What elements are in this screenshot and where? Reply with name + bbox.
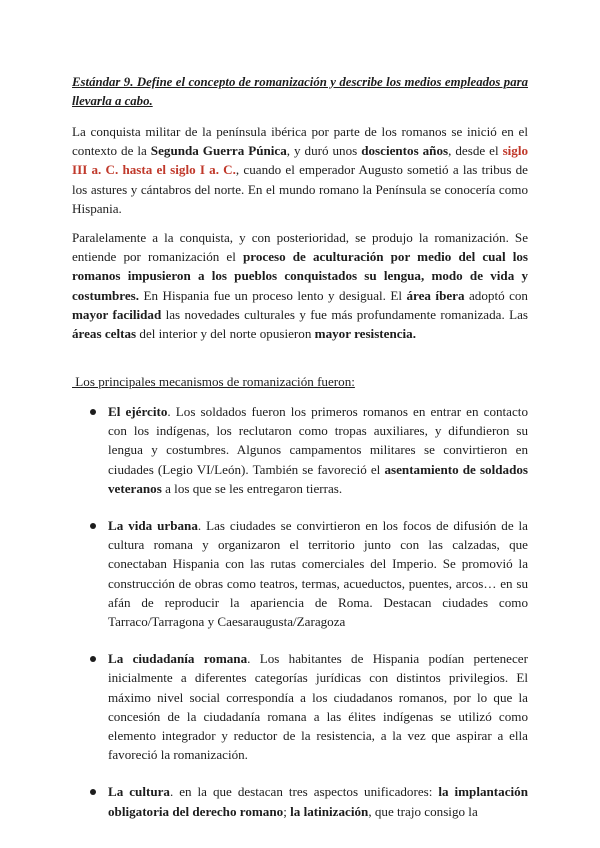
text: . Los habitantes de Hispania podían pertenecer inicialmente a diferentes categorías jurídicas con distintos privilegios. El máximo nivel social correspondía a los ciudadanos romanos, por lo que la concesión de la ciudadanía romana a las élites indígenas se utilizó como elemento integrador y reductor de la resistencia, a la vez que aspirar a ella favoreció la romanización. [108, 651, 528, 763]
bullet-icon [90, 409, 96, 415]
text: . Las ciudades se convirtieron en los focos de difusión de la cultura romana y organizaron el territorio junto con las calzadas, que conectaban Hispania con las rutas comerciales del Imperio. Se promovió la construcción de obras como teatros, termas, acueductos, puentes, arcos… en su afán de reproducir la apariencia de Roma. Destacan ciudades como Tarraco/Tarragona y Caesaraugusta/Zaragoza [108, 518, 528, 630]
bold-text: área íbera [406, 287, 465, 303]
text: , y duró unos [286, 143, 362, 159]
list-item-army [90, 402, 528, 498]
text: ; [283, 803, 291, 819]
bold-text: Segunda Guerra Púnica [150, 143, 287, 159]
text: , desde el [448, 143, 503, 159]
text: . Los soldados fueron los primeros romanos en entrar en contacto con los indígenas, los reclutaron como tropas auxiliares, y difundieron su lengua y costumbres. Algunos campamentos militares se convirtieron en ciudades (Legio VI/León). También se favoreció el [108, 404, 528, 477]
bold-text: áreas celtas [72, 326, 137, 342]
text: . en la que destacan tres aspectos unificadores: [169, 784, 439, 800]
text: En Hispania fue un proceso lento y desigual. El [139, 287, 407, 303]
bold-text: asentamiento de soldados veteranos [108, 461, 528, 496]
list-item-culture [90, 782, 528, 820]
bold-text: La ciudadanía romana [108, 651, 248, 667]
bold-text: La cultura [108, 784, 170, 800]
bold-text: La vida urbana [108, 518, 198, 534]
text: adoptó con [464, 287, 528, 303]
bullet-icon [90, 656, 96, 662]
page-title: Estándar 9. Define el concepto de romanización y describe los medios empleados para llevarla a cabo. [72, 75, 528, 108]
bold-text: la latinización [290, 803, 369, 819]
text: Paralelamente a la conquista, y con posterioridad, se produjo la romanización. Se entiende por romanización el [72, 230, 528, 265]
bullet-icon [90, 789, 96, 795]
bold-text: doscientos años [361, 143, 449, 159]
list-item-citizenship [90, 649, 528, 764]
text: , cuando el emperador Augusto sometió a las tribus de los astures y cántabros del norte. En el mundo romano la Península se conocería como Hispania. [72, 162, 528, 216]
bold-text: la implantación obligatoria del derecho romano [108, 784, 528, 819]
paragraph-romanization [72, 228, 528, 343]
list-item-urban-life [90, 516, 528, 631]
bullet-icon [90, 523, 96, 529]
bold-text: El ejército [108, 404, 168, 419]
highlighted-dates: siglo III a. C. hasta el siglo I a. C. [72, 143, 529, 178]
section-subheading: Los principales mecanismos de romanización fueron: [72, 374, 355, 389]
text: a los que se les entregaron tierras. [161, 480, 343, 496]
text: las novedades culturales y fue más profundamente romanizada. Las [161, 306, 529, 322]
text: del interior y del norte opusieron [136, 326, 315, 342]
text: La conquista militar de la península ibérica por parte de los romanos se inició en el contexto de la [72, 124, 528, 159]
mechanisms-list [90, 402, 528, 839]
bold-text: proceso de aculturación por medio del cual los romanos impusieron a los pueblos conquistados su lengua, modo de vida y costumbres. [72, 249, 528, 303]
text: , que trajo consigo la [368, 803, 478, 819]
bold-text: mayor resistencia. [314, 326, 417, 342]
paragraph-conquest [72, 122, 528, 218]
bold-text: mayor facilidad [72, 306, 162, 322]
